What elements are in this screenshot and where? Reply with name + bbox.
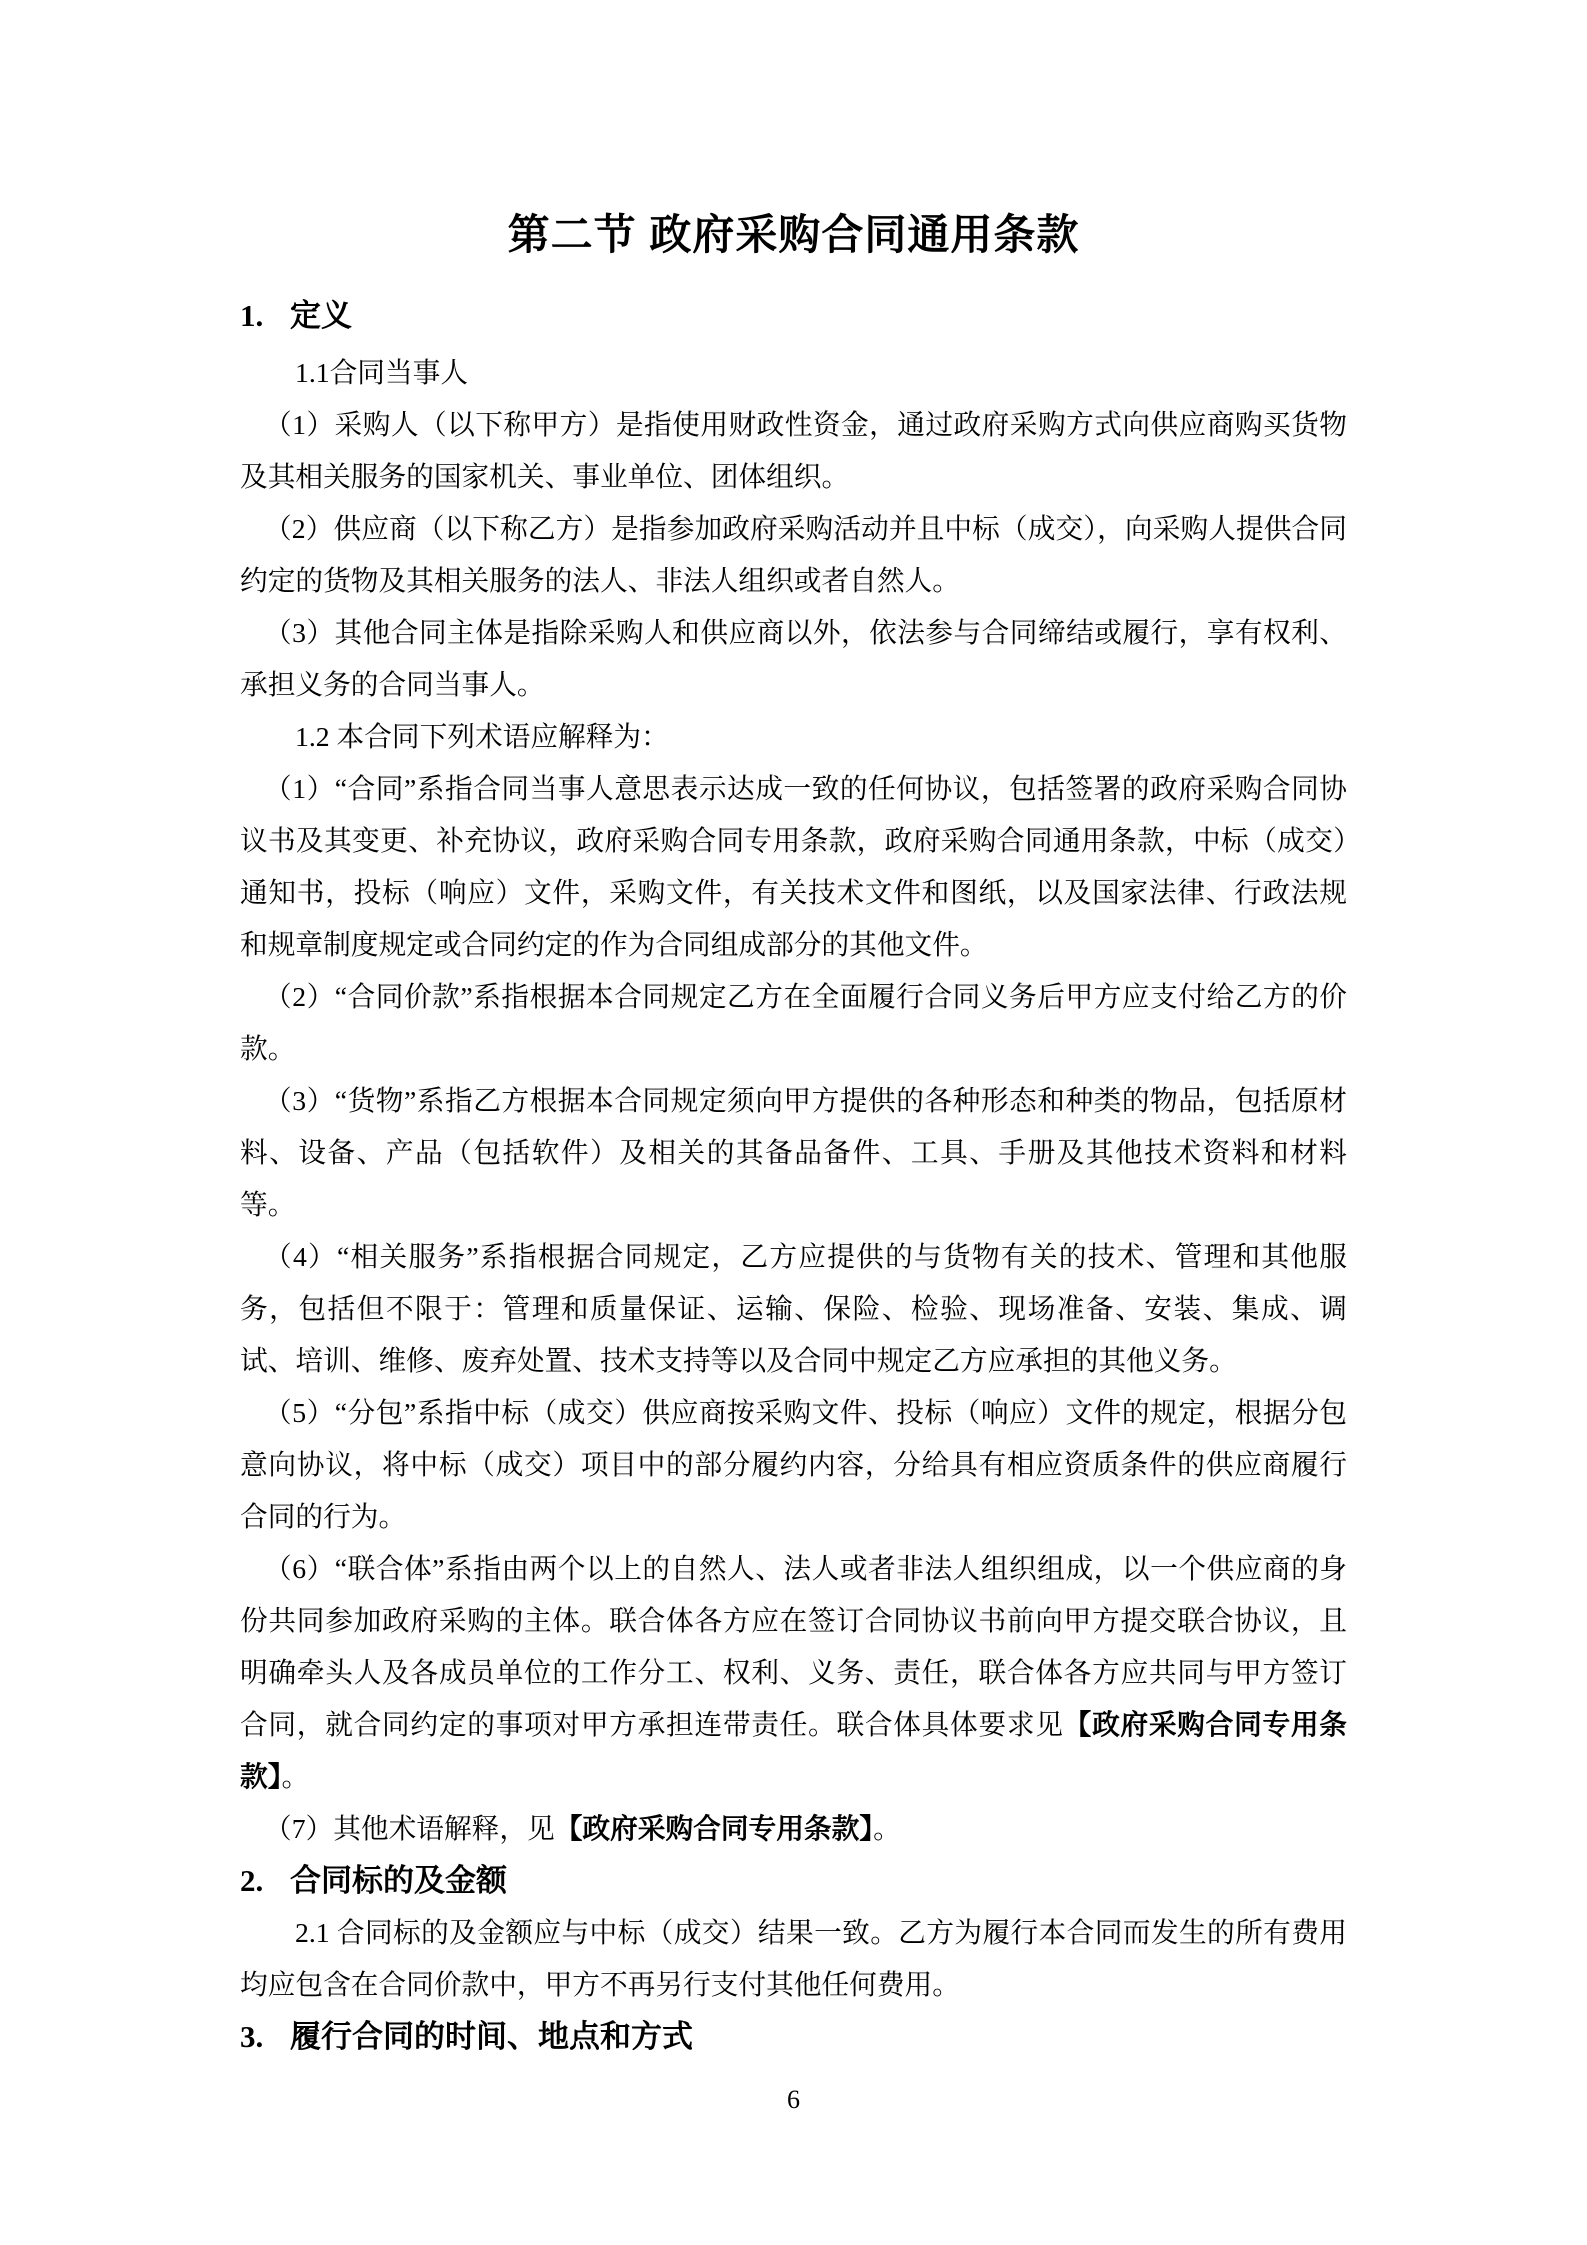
heading-number: 3.: [240, 2019, 264, 2054]
text-run: （1）采购人（以下称甲方）是指使用财政性资金，通过政府采购方式向供应商购买货物及其相关服务的国家机关、事业单位、团体组织。: [240, 409, 1347, 492]
paragraph: [240, 1075, 1347, 1231]
text-run: （2）“合同价款”系指根据本合同规定乙方在全面履行合同义务后甲方应支付给乙方的价款。: [240, 981, 1347, 1064]
text-run: （6）“联合体”系指由两个以上的自然人、法人或者非法人组织组成，以一个供应商的身份共同参加政府采购的主体。联合体各方应在签订合同协议书前向甲方提交联合协议，且明确牵头人及各成员单位的工作分工、权利、义务、责任，联合体各方应共同与甲方签订合同，就合同约定的事项对甲方承担连带责任。联合体具体要求见: [240, 1553, 1347, 1740]
bold-text-run: 【政府采购合同专用条款】: [240, 1709, 1347, 1792]
text-run: （2）供应商（以下称乙方）是指参加政府采购活动并且中标（成交），向采购人提供合同约定的货物及其相关服务的法人、非法人组织或者自然人。: [240, 513, 1347, 596]
page-number: 6: [787, 2085, 800, 2114]
text-run: （3）其他合同主体是指除采购人和供应商以外，依法参与合同缔结或履行，享有权利、承担义务的合同当事人。: [240, 617, 1347, 700]
paragraph: [240, 399, 1347, 503]
text-run: 。: [281, 1761, 310, 1792]
text-run: （1）“合同”系指合同当事人意思表示达成一致的任何协议，包括签署的政府采购合同协议书及其变更、补充协议，政府采购合同专用条款，政府采购合同通用条款，中标（成交）通知书，投标（响应）文件，采购文件，有关技术文件和图纸，以及国家法律、行政法规和规章制度规定或合同约定的作为合同组成部分的其他文件。: [240, 773, 1347, 960]
text-run: 2.1 合同标的及金额应与中标（成交）结果一致。乙方为履行本合同而发生的所有费用均应包含在合同价款中，甲方不再另行支付其他任何费用。: [240, 1917, 1347, 2000]
paragraph: [240, 607, 1347, 711]
paragraph: [240, 347, 1347, 399]
text-run: （3）“货物”系指乙方根据本合同规定须向甲方提供的各种形态和种类的物品，包括原材料、设备、产品（包括软件）及相关的其备品备件、工具、手册及其他技术资料和材料等。: [240, 1085, 1347, 1220]
paragraph: [240, 1231, 1347, 1387]
heading-text: 定义: [290, 298, 352, 333]
paragraph: [240, 763, 1347, 971]
paragraph: [240, 1803, 1347, 1855]
document-content: [240, 0, 1347, 2063]
paragraph: [240, 971, 1347, 1075]
section-heading: [240, 290, 1347, 342]
text-run: （5）“分包”系指中标（成交）供应商按采购文件、投标（响应）文件的规定，根据分包意向协议，将中标（成交）项目中的部分履约内容，分给具有相应资质条件的供应商履行合同的行为。: [240, 1397, 1347, 1532]
paragraph: [240, 1543, 1347, 1803]
paragraph: [240, 711, 1347, 763]
text-run: 1.2 本合同下列术语应解释为：: [295, 721, 669, 752]
paragraph: [240, 503, 1347, 607]
text-run: 。: [873, 1813, 901, 1844]
heading-number: 1.: [240, 298, 264, 333]
text-run: （7）其他术语解释，见: [264, 1813, 555, 1844]
heading-text: 履行合同的时间、地点和方式: [290, 2019, 693, 2054]
heading-number: 2.: [240, 1863, 264, 1898]
section-heading: [240, 2011, 1347, 2063]
document-body: [240, 290, 1347, 2063]
heading-text: 合同标的及金额: [290, 1863, 507, 1898]
text-run: 1.1合同当事人: [295, 357, 469, 388]
section-heading: [240, 1855, 1347, 1907]
paragraph: [240, 1387, 1347, 1543]
bold-text-run: 【政府采购合同专用条款】: [554, 1813, 874, 1844]
text-run: （4）“相关服务”系指根据合同规定，乙方应提供的与货物有关的技术、管理和其他服务，包括但不限于：管理和质量保证、运输、保险、检验、现场准备、安装、集成、调试、培训、维修、废弃处置、技术支持等以及合同中规定乙方应承担的其他义务。: [240, 1241, 1347, 1376]
document-title: 第二节 政府采购合同通用条款: [507, 211, 1080, 258]
paragraph: [240, 1907, 1347, 2011]
